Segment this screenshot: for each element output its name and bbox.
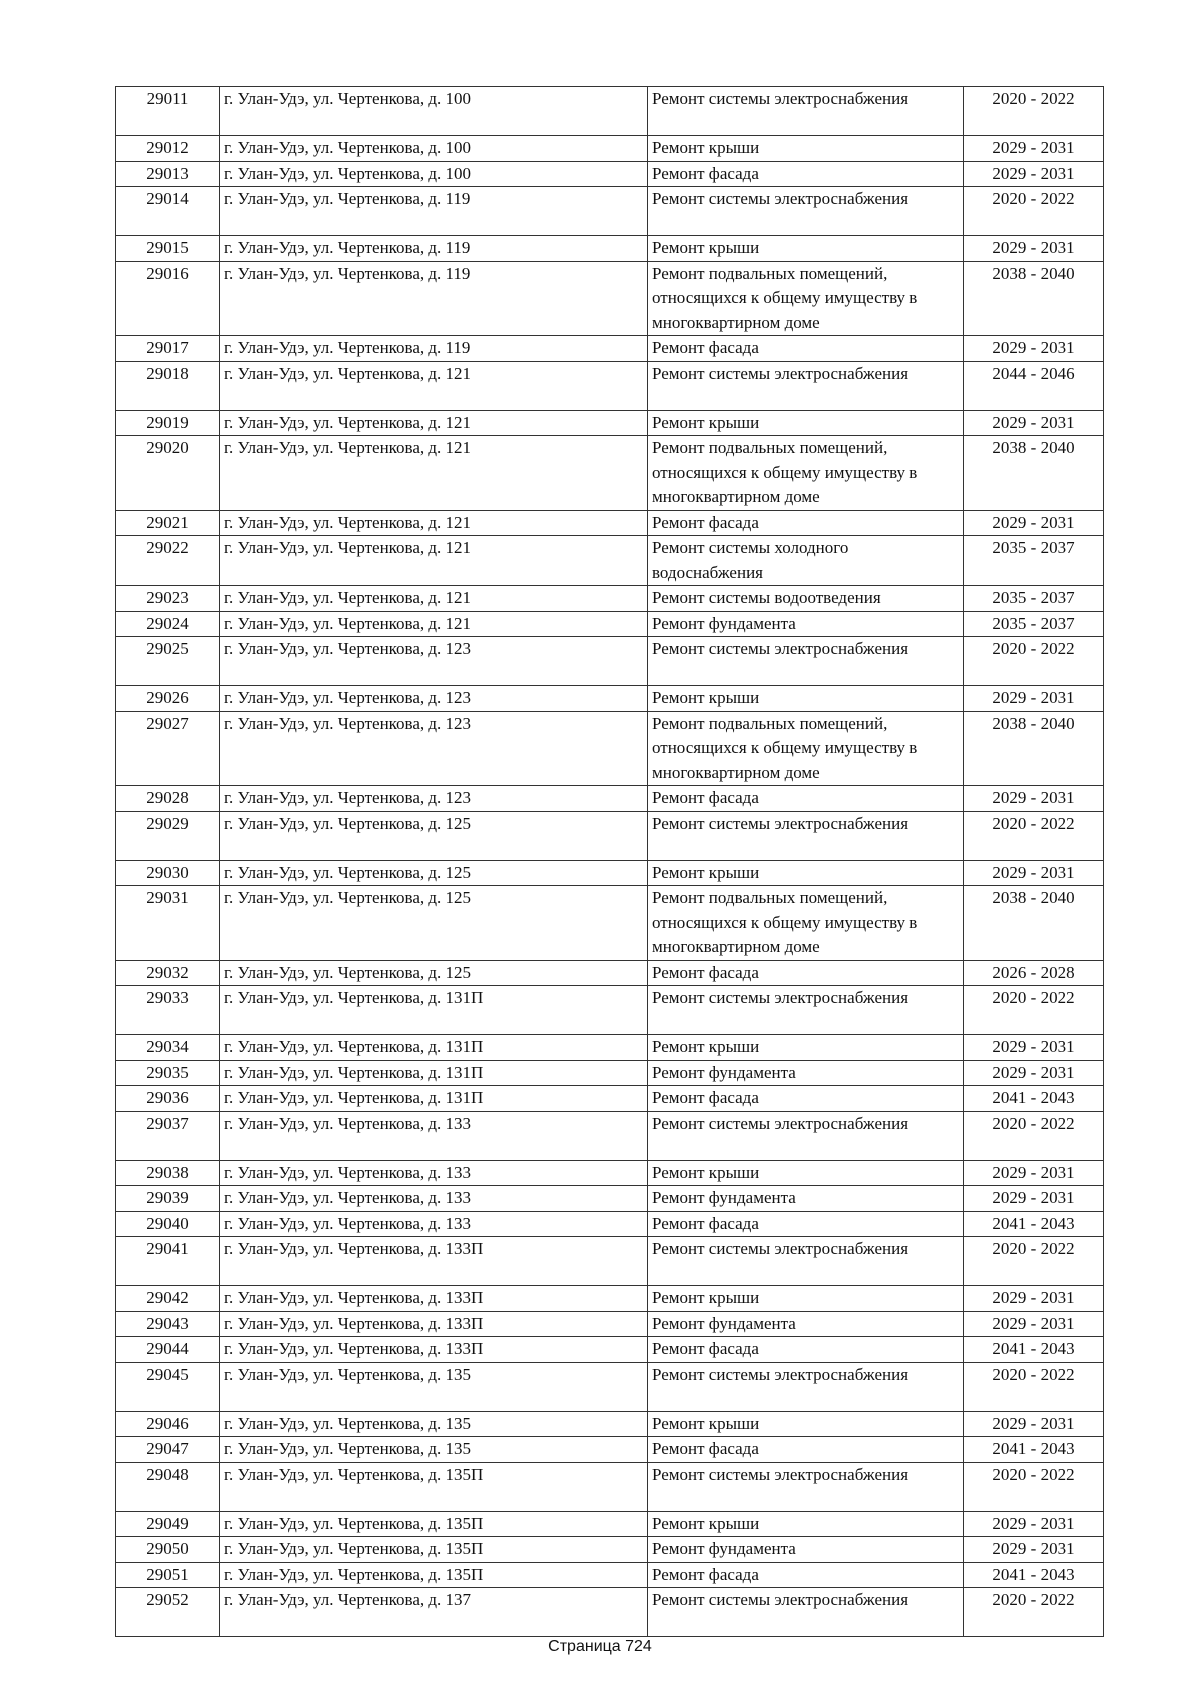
period-cell: 2029 - 2031 (964, 510, 1104, 536)
work-type-cell: Ремонт крыши (648, 1286, 964, 1312)
table-row (116, 1286, 1104, 1312)
period-cell: 2020 - 2022 (964, 811, 1104, 860)
address-cell: г. Улан-Удэ, ул. Чертенкова, д. 135 (220, 1411, 648, 1437)
work-type-cell: Ремонт крыши (648, 1411, 964, 1437)
work-type-cell: Ремонт фасада (648, 1562, 964, 1588)
address-cell: г. Улан-Удэ, ул. Чертенкова, д. 133П (220, 1337, 648, 1363)
table-row (116, 261, 1104, 336)
address-cell: г. Улан-Удэ, ул. Чертенкова, д. 121 (220, 436, 648, 511)
table-row (116, 637, 1104, 686)
work-type-cell: Ремонт фундамента (648, 1537, 964, 1563)
address-cell: г. Улан-Удэ, ул. Чертенкова, д. 133 (220, 1160, 648, 1186)
table-row (116, 1160, 1104, 1186)
work-type-cell: Ремонт фасада (648, 1337, 964, 1363)
table-row (116, 1437, 1104, 1463)
period-cell: 2029 - 2031 (964, 1511, 1104, 1537)
period-cell: 2038 - 2040 (964, 886, 1104, 961)
address-cell: г. Улан-Удэ, ул. Чертенкова, д. 123 (220, 637, 648, 686)
work-type-cell: Ремонт подвальных помещений, относящихся к общему имуществу в многоквартирном доме (648, 711, 964, 786)
address-cell: г. Улан-Удэ, ул. Чертенкова, д. 125 (220, 860, 648, 886)
period-cell: 2020 - 2022 (964, 1462, 1104, 1511)
row-number-cell: 29029 (116, 811, 220, 860)
table-row (116, 236, 1104, 262)
table-row (116, 1562, 1104, 1588)
row-number-cell: 29030 (116, 860, 220, 886)
work-type-cell: Ремонт крыши (648, 1035, 964, 1061)
table-row (116, 1537, 1104, 1563)
address-cell: г. Улан-Удэ, ул. Чертенкова, д. 121 (220, 586, 648, 612)
period-cell: 2035 - 2037 (964, 611, 1104, 637)
period-cell: 2020 - 2022 (964, 1111, 1104, 1160)
period-cell: 2029 - 2031 (964, 1060, 1104, 1086)
table-row (116, 886, 1104, 961)
row-number-cell: 29018 (116, 361, 220, 410)
period-cell: 2029 - 2031 (964, 1186, 1104, 1212)
work-type-cell: Ремонт фундамента (648, 1311, 964, 1337)
row-number-cell: 29052 (116, 1588, 220, 1637)
address-cell: г. Улан-Удэ, ул. Чертенкова, д. 125 (220, 960, 648, 986)
address-cell: г. Улан-Удэ, ул. Чертенкова, д. 119 (220, 336, 648, 362)
address-cell: г. Улан-Удэ, ул. Чертенкова, д. 121 (220, 510, 648, 536)
table-row (116, 510, 1104, 536)
table-row (116, 611, 1104, 637)
period-cell: 2038 - 2040 (964, 436, 1104, 511)
period-cell: 2035 - 2037 (964, 586, 1104, 612)
period-cell: 2029 - 2031 (964, 1411, 1104, 1437)
address-cell: г. Улан-Удэ, ул. Чертенкова, д. 100 (220, 136, 648, 162)
repair-schedule-table (115, 86, 1104, 1637)
address-cell: г. Улан-Удэ, ул. Чертенкова, д. 133 (220, 1186, 648, 1212)
period-cell: 2044 - 2046 (964, 361, 1104, 410)
period-cell: 2041 - 2043 (964, 1211, 1104, 1237)
table-row (116, 1462, 1104, 1511)
row-number-cell: 29049 (116, 1511, 220, 1537)
table-row (116, 1337, 1104, 1363)
period-cell: 2029 - 2031 (964, 161, 1104, 187)
period-cell: 2041 - 2043 (964, 1437, 1104, 1463)
work-type-cell: Ремонт крыши (648, 136, 964, 162)
address-cell: г. Улан-Удэ, ул. Чертенкова, д. 135П (220, 1562, 648, 1588)
work-type-cell: Ремонт подвальных помещений, относящихся к общему имуществу в многоквартирном доме (648, 436, 964, 511)
table-row (116, 686, 1104, 712)
address-cell: г. Улан-Удэ, ул. Чертенкова, д. 119 (220, 236, 648, 262)
row-number-cell: 29015 (116, 236, 220, 262)
work-type-cell: Ремонт системы электроснабжения (648, 1588, 964, 1637)
work-type-cell: Ремонт системы холодного водоснабжения (648, 536, 964, 586)
row-number-cell: 29041 (116, 1237, 220, 1286)
address-cell: г. Улан-Удэ, ул. Чертенкова, д. 131П (220, 1035, 648, 1061)
row-number-cell: 29032 (116, 960, 220, 986)
row-number-cell: 29022 (116, 536, 220, 586)
period-cell: 2026 - 2028 (964, 960, 1104, 986)
address-cell: г. Улан-Удэ, ул. Чертенкова, д. 135 (220, 1362, 648, 1411)
table-row (116, 410, 1104, 436)
address-cell: г. Улан-Удэ, ул. Чертенкова, д. 121 (220, 611, 648, 637)
table-row (116, 1511, 1104, 1537)
row-number-cell: 29037 (116, 1111, 220, 1160)
address-cell: г. Улан-Удэ, ул. Чертенкова, д. 119 (220, 261, 648, 336)
row-number-cell: 29019 (116, 410, 220, 436)
row-number-cell: 29023 (116, 586, 220, 612)
row-number-cell: 29027 (116, 711, 220, 786)
table-row (116, 436, 1104, 511)
row-number-cell: 29034 (116, 1035, 220, 1061)
period-cell: 2029 - 2031 (964, 1286, 1104, 1312)
row-number-cell: 29051 (116, 1562, 220, 1588)
address-cell: г. Улан-Удэ, ул. Чертенкова, д. 125 (220, 811, 648, 860)
work-type-cell: Ремонт фасада (648, 510, 964, 536)
period-cell: 2035 - 2037 (964, 536, 1104, 586)
table-row (116, 1411, 1104, 1437)
period-cell: 2029 - 2031 (964, 1160, 1104, 1186)
period-cell: 2029 - 2031 (964, 1311, 1104, 1337)
period-cell: 2020 - 2022 (964, 986, 1104, 1035)
row-number-cell: 29045 (116, 1362, 220, 1411)
work-type-cell: Ремонт системы электроснабжения (648, 87, 964, 136)
table-row (116, 1588, 1104, 1637)
period-cell: 2020 - 2022 (964, 637, 1104, 686)
work-type-cell: Ремонт системы электроснабжения (648, 187, 964, 236)
period-cell: 2020 - 2022 (964, 187, 1104, 236)
page-number: Страница 724 (548, 1638, 652, 1655)
work-type-cell: Ремонт фасада (648, 786, 964, 812)
table-row (116, 860, 1104, 886)
work-type-cell: Ремонт фасада (648, 960, 964, 986)
period-cell: 2029 - 2031 (964, 786, 1104, 812)
address-cell: г. Улан-Удэ, ул. Чертенкова, д. 133 (220, 1111, 648, 1160)
work-type-cell: Ремонт системы электроснабжения (648, 986, 964, 1035)
work-type-cell: Ремонт фасада (648, 1437, 964, 1463)
address-cell: г. Улан-Удэ, ул. Чертенкова, д. 131П (220, 1060, 648, 1086)
work-type-cell: Ремонт подвальных помещений, относящихся к общему имуществу в многоквартирном доме (648, 261, 964, 336)
work-type-cell: Ремонт системы электроснабжения (648, 811, 964, 860)
table-row (116, 786, 1104, 812)
row-number-cell: 29043 (116, 1311, 220, 1337)
period-cell: 2029 - 2031 (964, 236, 1104, 262)
work-type-cell: Ремонт фасада (648, 1211, 964, 1237)
period-cell: 2029 - 2031 (964, 136, 1104, 162)
row-number-cell: 29017 (116, 336, 220, 362)
work-type-cell: Ремонт крыши (648, 860, 964, 886)
address-cell: г. Улан-Удэ, ул. Чертенкова, д. 119 (220, 187, 648, 236)
row-number-cell: 29020 (116, 436, 220, 511)
row-number-cell: 29042 (116, 1286, 220, 1312)
row-number-cell: 29040 (116, 1211, 220, 1237)
address-cell: г. Улан-Удэ, ул. Чертенкова, д. 123 (220, 786, 648, 812)
row-number-cell: 29012 (116, 136, 220, 162)
period-cell: 2029 - 2031 (964, 410, 1104, 436)
work-type-cell: Ремонт крыши (648, 1160, 964, 1186)
row-number-cell: 29016 (116, 261, 220, 336)
table-row (116, 811, 1104, 860)
period-cell: 2029 - 2031 (964, 860, 1104, 886)
work-type-cell: Ремонт крыши (648, 236, 964, 262)
row-number-cell: 29035 (116, 1060, 220, 1086)
address-cell: г. Улан-Удэ, ул. Чертенкова, д. 133П (220, 1311, 648, 1337)
address-cell: г. Улан-Удэ, ул. Чертенкова, д. 131П (220, 1086, 648, 1112)
work-type-cell: Ремонт системы электроснабжения (648, 637, 964, 686)
row-number-cell: 29047 (116, 1437, 220, 1463)
work-type-cell: Ремонт фасада (648, 161, 964, 187)
work-type-cell: Ремонт фасада (648, 336, 964, 362)
address-cell: г. Улан-Удэ, ул. Чертенкова, д. 135П (220, 1462, 648, 1511)
row-number-cell: 29014 (116, 187, 220, 236)
row-number-cell: 29028 (116, 786, 220, 812)
row-number-cell: 29013 (116, 161, 220, 187)
address-cell: г. Улан-Удэ, ул. Чертенкова, д. 133 (220, 1211, 648, 1237)
row-number-cell: 29038 (116, 1160, 220, 1186)
table-row (116, 586, 1104, 612)
row-number-cell: 29046 (116, 1411, 220, 1437)
table-row (116, 161, 1104, 187)
work-type-cell: Ремонт подвальных помещений, относящихся к общему имуществу в многоквартирном доме (648, 886, 964, 961)
address-cell: г. Улан-Удэ, ул. Чертенкова, д. 121 (220, 536, 648, 586)
row-number-cell: 29024 (116, 611, 220, 637)
work-type-cell: Ремонт системы электроснабжения (648, 1111, 964, 1160)
period-cell: 2029 - 2031 (964, 336, 1104, 362)
work-type-cell: Ремонт фундамента (648, 1060, 964, 1086)
row-number-cell: 29011 (116, 87, 220, 136)
work-type-cell: Ремонт фундамента (648, 611, 964, 637)
table-row (116, 87, 1104, 136)
work-type-cell: Ремонт крыши (648, 410, 964, 436)
table-row (116, 536, 1104, 586)
table-row (116, 1362, 1104, 1411)
row-number-cell: 29033 (116, 986, 220, 1035)
table-row (116, 361, 1104, 410)
work-type-cell: Ремонт крыши (648, 686, 964, 712)
address-cell: г. Улан-Удэ, ул. Чертенкова, д. 133П (220, 1286, 648, 1312)
row-number-cell: 29039 (116, 1186, 220, 1212)
address-cell: г. Улан-Удэ, ул. Чертенкова, д. 137 (220, 1588, 648, 1637)
table-row (116, 1237, 1104, 1286)
table-row (116, 1186, 1104, 1212)
table-row (116, 1111, 1104, 1160)
period-cell: 2029 - 2031 (964, 686, 1104, 712)
address-cell: г. Улан-Удэ, ул. Чертенкова, д. 123 (220, 711, 648, 786)
period-cell: 2038 - 2040 (964, 261, 1104, 336)
work-type-cell: Ремонт системы электроснабжения (648, 1362, 964, 1411)
period-cell: 2029 - 2031 (964, 1537, 1104, 1563)
work-type-cell: Ремонт системы электроснабжения (648, 361, 964, 410)
period-cell: 2041 - 2043 (964, 1086, 1104, 1112)
row-number-cell: 29048 (116, 1462, 220, 1511)
address-cell: г. Улан-Удэ, ул. Чертенкова, д. 133П (220, 1237, 648, 1286)
row-number-cell: 29036 (116, 1086, 220, 1112)
period-cell: 2020 - 2022 (964, 1237, 1104, 1286)
work-type-cell: Ремонт системы водоотведения (648, 586, 964, 612)
address-cell: г. Улан-Удэ, ул. Чертенкова, д. 125 (220, 886, 648, 961)
row-number-cell: 29021 (116, 510, 220, 536)
table-row (116, 960, 1104, 986)
address-cell: г. Улан-Удэ, ул. Чертенкова, д. 131П (220, 986, 648, 1035)
period-cell: 2020 - 2022 (964, 1362, 1104, 1411)
period-cell: 2020 - 2022 (964, 87, 1104, 136)
address-cell: г. Улан-Удэ, ул. Чертенкова, д. 135 (220, 1437, 648, 1463)
table-row (116, 986, 1104, 1035)
table-row (116, 187, 1104, 236)
table-body (116, 87, 1104, 1637)
table-row (116, 711, 1104, 786)
address-cell: г. Улан-Удэ, ул. Чертенкова, д. 121 (220, 410, 648, 436)
table-row (116, 1211, 1104, 1237)
address-cell: г. Улан-Удэ, ул. Чертенкова, д. 100 (220, 161, 648, 187)
period-cell: 2038 - 2040 (964, 711, 1104, 786)
row-number-cell: 29044 (116, 1337, 220, 1363)
work-type-cell: Ремонт системы электроснабжения (648, 1462, 964, 1511)
period-cell: 2029 - 2031 (964, 1035, 1104, 1061)
row-number-cell: 29031 (116, 886, 220, 961)
period-cell: 2020 - 2022 (964, 1588, 1104, 1637)
table-row (116, 1060, 1104, 1086)
work-type-cell: Ремонт фундамента (648, 1186, 964, 1212)
work-type-cell: Ремонт фасада (648, 1086, 964, 1112)
address-cell: г. Улан-Удэ, ул. Чертенкова, д. 121 (220, 361, 648, 410)
table-row (116, 1035, 1104, 1061)
address-cell: г. Улан-Удэ, ул. Чертенкова, д. 135П (220, 1511, 648, 1537)
work-type-cell: Ремонт системы электроснабжения (648, 1237, 964, 1286)
row-number-cell: 29026 (116, 686, 220, 712)
address-cell: г. Улан-Удэ, ул. Чертенкова, д. 123 (220, 686, 648, 712)
table-row (116, 336, 1104, 362)
table-row (116, 1086, 1104, 1112)
row-number-cell: 29025 (116, 637, 220, 686)
row-number-cell: 29050 (116, 1537, 220, 1563)
table-row (116, 136, 1104, 162)
work-type-cell: Ремонт крыши (648, 1511, 964, 1537)
address-cell: г. Улан-Удэ, ул. Чертенкова, д. 135П (220, 1537, 648, 1563)
period-cell: 2041 - 2043 (964, 1337, 1104, 1363)
table-row (116, 1311, 1104, 1337)
period-cell: 2041 - 2043 (964, 1562, 1104, 1588)
address-cell: г. Улан-Удэ, ул. Чертенкова, д. 100 (220, 87, 648, 136)
